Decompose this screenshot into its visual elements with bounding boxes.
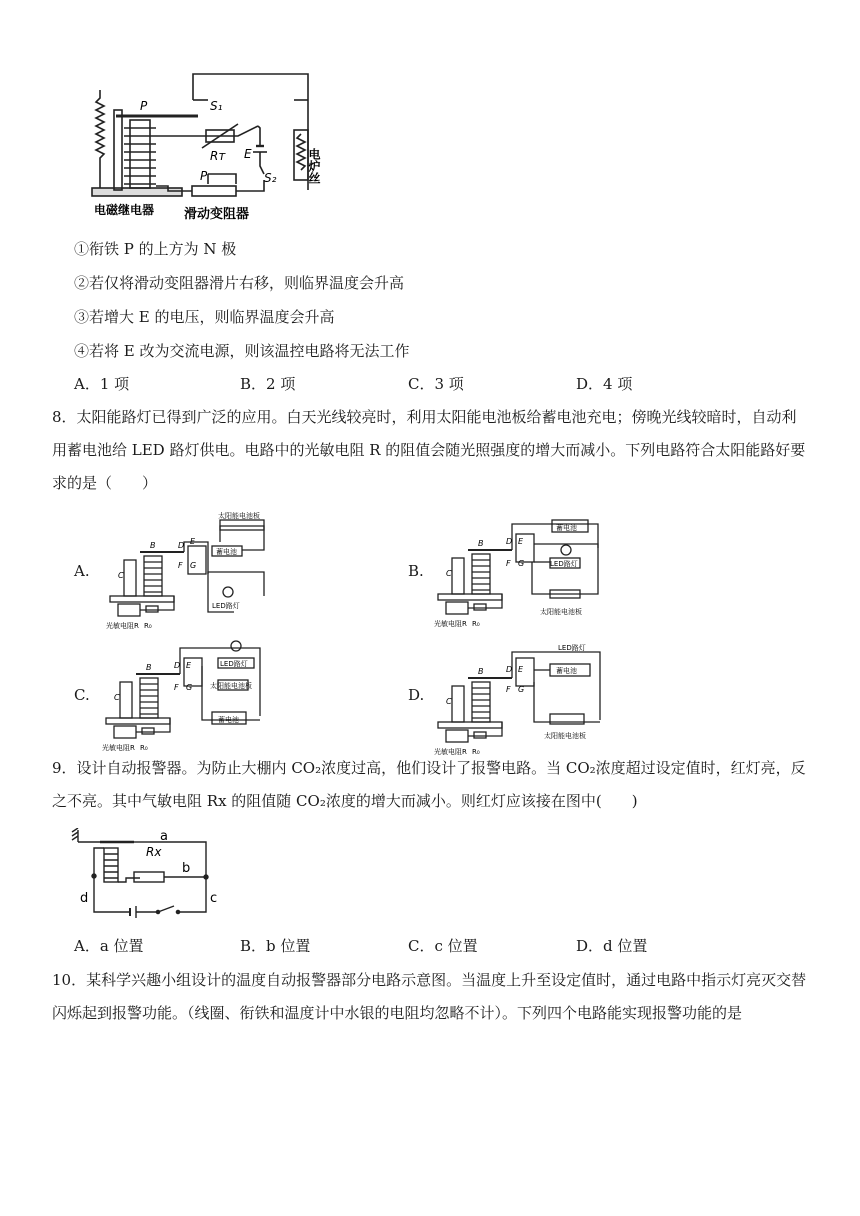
q8-option-c-label: C.: [74, 686, 90, 704]
q9-option-a: A．a 位置: [74, 937, 144, 955]
question-9-text: 9．设计自动报警器。为防止大棚内 CO₂浓度过高，他们设计了报警电路。当 CO₂浓度超过设定值时，红灯亮，反之不亮。其中气敏电阻 Rx 的阻值随 CO₂浓度的增大而减小。则红灯应该接在图中( ): [52, 759, 806, 810]
svg-text:太阳能电池板: 太阳能电池板: [540, 608, 582, 616]
question-10-text: 10．某科学兴趣小组设计的温度自动报警器部分电路示意图。当温度上升至设定值时，通过电路中指示灯亮灭交替闪烁起到报警功能。（线圈、衔铁和温度计中水银的电阻均忽略不计）。下列四个电路能实现报警功能的是: [52, 971, 807, 1022]
statement-2: ②若仅将滑动变阻器滑片右移，则临界温度会升高: [74, 274, 405, 292]
q8-circuit-d: [432, 642, 608, 764]
svg-text:太阳能电池板: 太阳能电池板: [544, 732, 586, 740]
question-8-text: 8．太阳能路灯已得到广泛的应用。白天光线较亮时，利用太阳能电池板给蓄电池充电；傍晚光线较暗时，自动利用蓄电池给 LED 路灯供电。电路中的光敏电阻 R 的阻值会随光照强度的增大而减小。下列电路符合太阳能路好要求的是（ ）: [52, 408, 806, 492]
armature-label: P: [140, 99, 148, 113]
svg-text:C: C: [446, 569, 452, 578]
q8-option-d-label: D.: [408, 686, 425, 704]
svg-text:蓄电池: 蓄电池: [216, 548, 237, 556]
position-b-label: b: [182, 861, 191, 876]
svg-text:C: C: [446, 697, 452, 706]
position-c-label: c: [210, 891, 218, 906]
switch-s2-label: S₂: [264, 171, 277, 185]
q7-option-a: A．1 项: [74, 375, 130, 393]
svg-text:G: G: [518, 685, 525, 694]
slider-label: P: [200, 169, 208, 183]
statement-4: ④若将 E 改为交流电源，则该温控电路将无法工作: [74, 342, 410, 360]
svg-text:光敏电阻R: 光敏电阻R: [106, 622, 139, 630]
svg-text:B: B: [478, 539, 484, 548]
q7-option-b: B．2 项: [240, 375, 296, 393]
switch-s1-label: S₁: [210, 99, 223, 113]
statement-3: ③若增大 E 的电压，则临界温度会升高: [74, 308, 335, 326]
svg-text:D: D: [506, 665, 513, 674]
q9-option-b: B．b 位置: [240, 937, 311, 955]
svg-text:B: B: [478, 667, 484, 676]
svg-text:蓄电池: 蓄电池: [556, 524, 577, 532]
q7-option-d: D．4 项: [576, 375, 633, 393]
svg-text:光敏电阻R: 光敏电阻R: [102, 744, 135, 752]
svg-text:F: F: [506, 559, 511, 568]
thermistor-label: Rᴛ: [210, 149, 226, 163]
svg-text:LED路灯: LED路灯: [220, 660, 248, 668]
svg-text:G: G: [518, 559, 525, 568]
rheostat-label: 滑动变阻器: [184, 207, 250, 222]
svg-text:E: E: [518, 537, 524, 546]
q7-option-c: C．3 项: [408, 375, 464, 393]
svg-text:F: F: [174, 683, 179, 692]
statement-1: ①衔铁 P 的上方为 N 极: [74, 240, 237, 258]
svg-text:C: C: [118, 571, 124, 580]
svg-text:D: D: [174, 661, 181, 670]
svg-text:D: D: [178, 541, 185, 550]
svg-text:G: G: [190, 561, 197, 570]
rx-label: Rx: [146, 845, 162, 859]
position-a-label: a: [160, 829, 168, 844]
svg-text:C: C: [114, 693, 120, 702]
battery-label: E: [244, 147, 252, 161]
svg-text:F: F: [506, 685, 511, 694]
svg-text:光敏电阻R: 光敏电阻R: [434, 620, 467, 628]
alarm-circuit-figure: [70, 828, 226, 920]
svg-text:LED路灯: LED路灯: [212, 602, 240, 610]
svg-text:G: G: [186, 683, 193, 692]
svg-text:太阳能电池板: 太阳能电池板: [218, 512, 260, 520]
position-d-label: d: [80, 891, 89, 906]
svg-text:LED路灯: LED路灯: [550, 560, 578, 568]
q8-option-a-label: A.: [74, 562, 90, 580]
svg-text:光敏电阻R: 光敏电阻R: [434, 748, 467, 756]
svg-text:E: E: [190, 537, 196, 546]
q8-circuit-c: [100, 636, 276, 758]
svg-text:R₀: R₀: [472, 748, 480, 756]
q9-option-d: D．d 位置: [576, 937, 648, 955]
svg-text:蓄电池: 蓄电池: [218, 716, 239, 724]
svg-text:R₀: R₀: [140, 744, 148, 752]
svg-text:太阳能电池板: 太阳能电池板: [210, 682, 252, 690]
svg-text:LED路灯: LED路灯: [558, 644, 586, 652]
svg-text:F: F: [178, 561, 183, 570]
svg-text:B: B: [150, 541, 156, 550]
q8-circuit-a: [104, 512, 280, 634]
relay-circuit-figure: [88, 70, 328, 222]
svg-text:E: E: [518, 665, 524, 674]
q8-option-b-label: B.: [408, 562, 424, 580]
svg-text:蓄电池: 蓄电池: [556, 667, 577, 675]
svg-text:R₀: R₀: [144, 622, 152, 630]
q8-circuit-b: [432, 514, 608, 636]
relay-label: 电磁继电器: [94, 203, 155, 217]
svg-text:R₀: R₀: [472, 620, 480, 628]
svg-text:B: B: [146, 663, 152, 672]
svg-text:E: E: [186, 661, 192, 670]
q9-option-c: C．c 位置: [408, 937, 478, 955]
svg-text:D: D: [506, 537, 513, 546]
furnace-label: 电炉丝: [307, 148, 321, 184]
